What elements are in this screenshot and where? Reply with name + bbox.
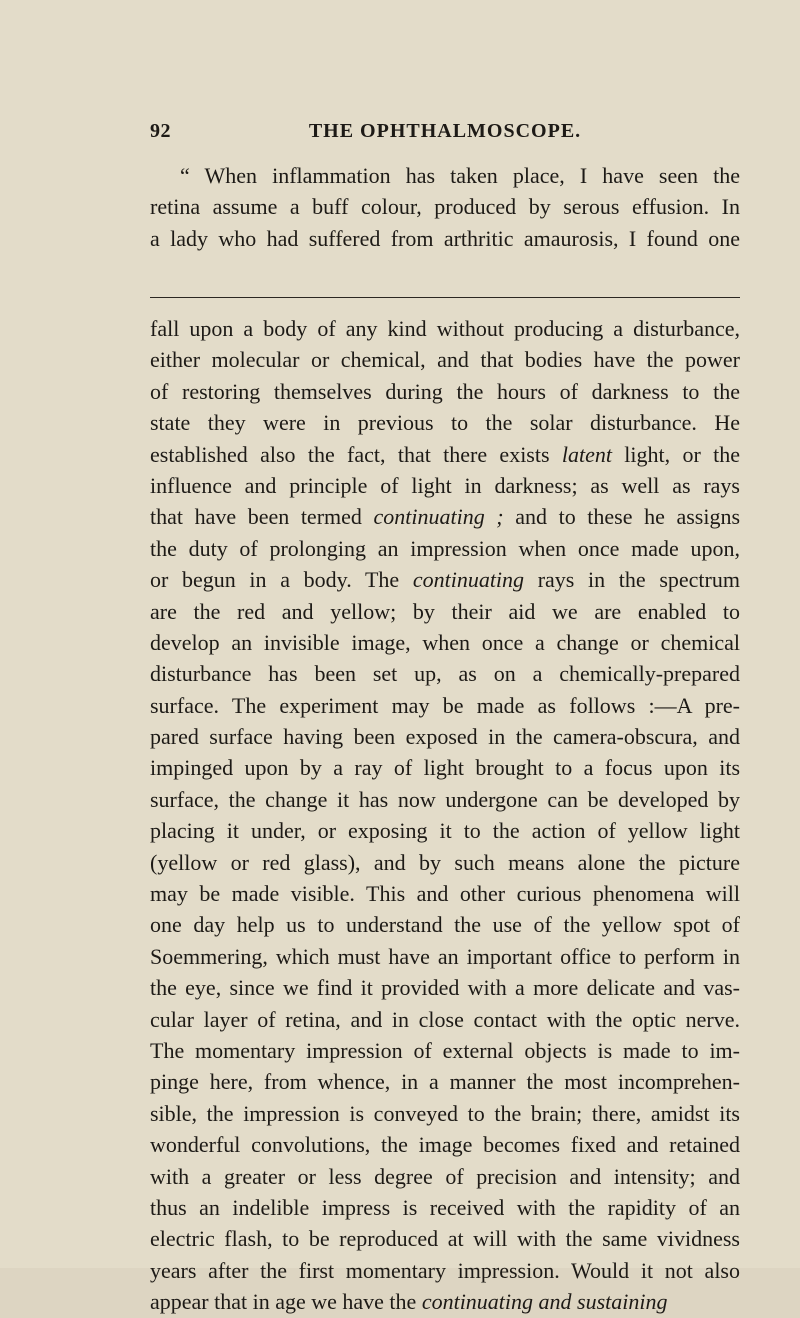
text-line: with a greater or less degree of precision and intensity; and [150,1163,740,1189]
text-line: the duty of prolonging an impression when once made upon, [150,535,740,561]
italic-term: continuating [412,567,525,593]
italic-term: latent [561,441,612,467]
text-line: disturbance has been set up, as on a chemically-prepared [150,661,740,687]
text-line: sible, the impression is conveyed to the brain; there, amidst its [150,1100,740,1126]
text-line: wonderful convolutions, the image becomes fixed and retained [150,1132,740,1158]
text-line: of restoring themselves during the hours of darkness to the [150,378,740,404]
text-line: develop an invisible image, when once a change or chemical [150,629,740,655]
text-line: one day help us to understand the use of the yellow spot of [150,912,740,938]
italic-term: continuating ; [373,504,504,530]
text-line: state they were in previous to the solar disturbance. He [150,410,740,436]
text-line-with-italic: appear that in age we have the continuating and sustaining [150,1289,668,1315]
text-line: a lady who had suffered from arthritic amaurosis, I found one [150,225,740,251]
text-line-with-italic: or begun in a body. The continuating rays in the spectrum [150,567,740,593]
text-line: are the red and yellow; by their aid we are enabled to [150,598,740,624]
text-line: retina assume a buff colour, produced by serous effusion. In [150,194,740,220]
text-line: thus an indelible impress is received with the rapidity of an [150,1194,740,1220]
text-line: fall upon a body of any kind without producing a disturbance, [150,316,740,341]
text-line: either molecular or chemical, and that bodies have the power [150,347,740,373]
italic-term: continuating and sustaining [421,1289,668,1315]
page-number: 92 [150,120,171,142]
text-line: may be made visible. This and other curious phenomena will [150,881,740,907]
text-line: placing it under, or exposing it to the action of yellow light [150,818,740,844]
text-line: surface. The experiment may be made as follows :—A pre- [150,692,740,718]
text-line: years after the first momentary impression. Would it not also [150,1257,740,1283]
text-line: (yellow or red glass), and by such means alone the picture [150,849,740,875]
text-line: the eye, since we find it provided with a more delicate and vas- [150,975,740,1001]
text-line: pinge here, from whence, in a manner the most incomprehen- [150,1069,740,1095]
text-line-with-italic: that have been termed continuating ; and to these he assigns [150,504,741,530]
quoted-paragraph [150,160,740,254]
main-paragraph [150,313,740,1318]
text-line: cular layer of retina, and in close contact with the optic nerve. [150,1006,740,1032]
text-line: influence and principle of light in darkness; as well as rays [150,472,740,498]
text-line-with-italic: established also the fact, that there exists latent light, or the [150,441,740,467]
section-divider [150,297,740,298]
text-line: “ When inflammation has taken place, I have seen the [180,163,740,188]
text-line: Soemmering, which must have an important office to perform in [150,943,740,969]
page-header [150,120,740,150]
text-line: surface, the change it has now undergone can be developed by [150,786,740,812]
text-line: The momentary impression of external objects is made to im- [150,1037,740,1063]
text-line: pared surface having been exposed in the camera-obscura, and [150,724,740,750]
running-title: THE OPHTHALMOSCOPE. [308,120,582,142]
text-line: electric flash, to be reproduced at will with the same vividness [150,1226,740,1252]
text-line: impinged upon by a ray of light brought to a focus upon its [150,755,740,781]
